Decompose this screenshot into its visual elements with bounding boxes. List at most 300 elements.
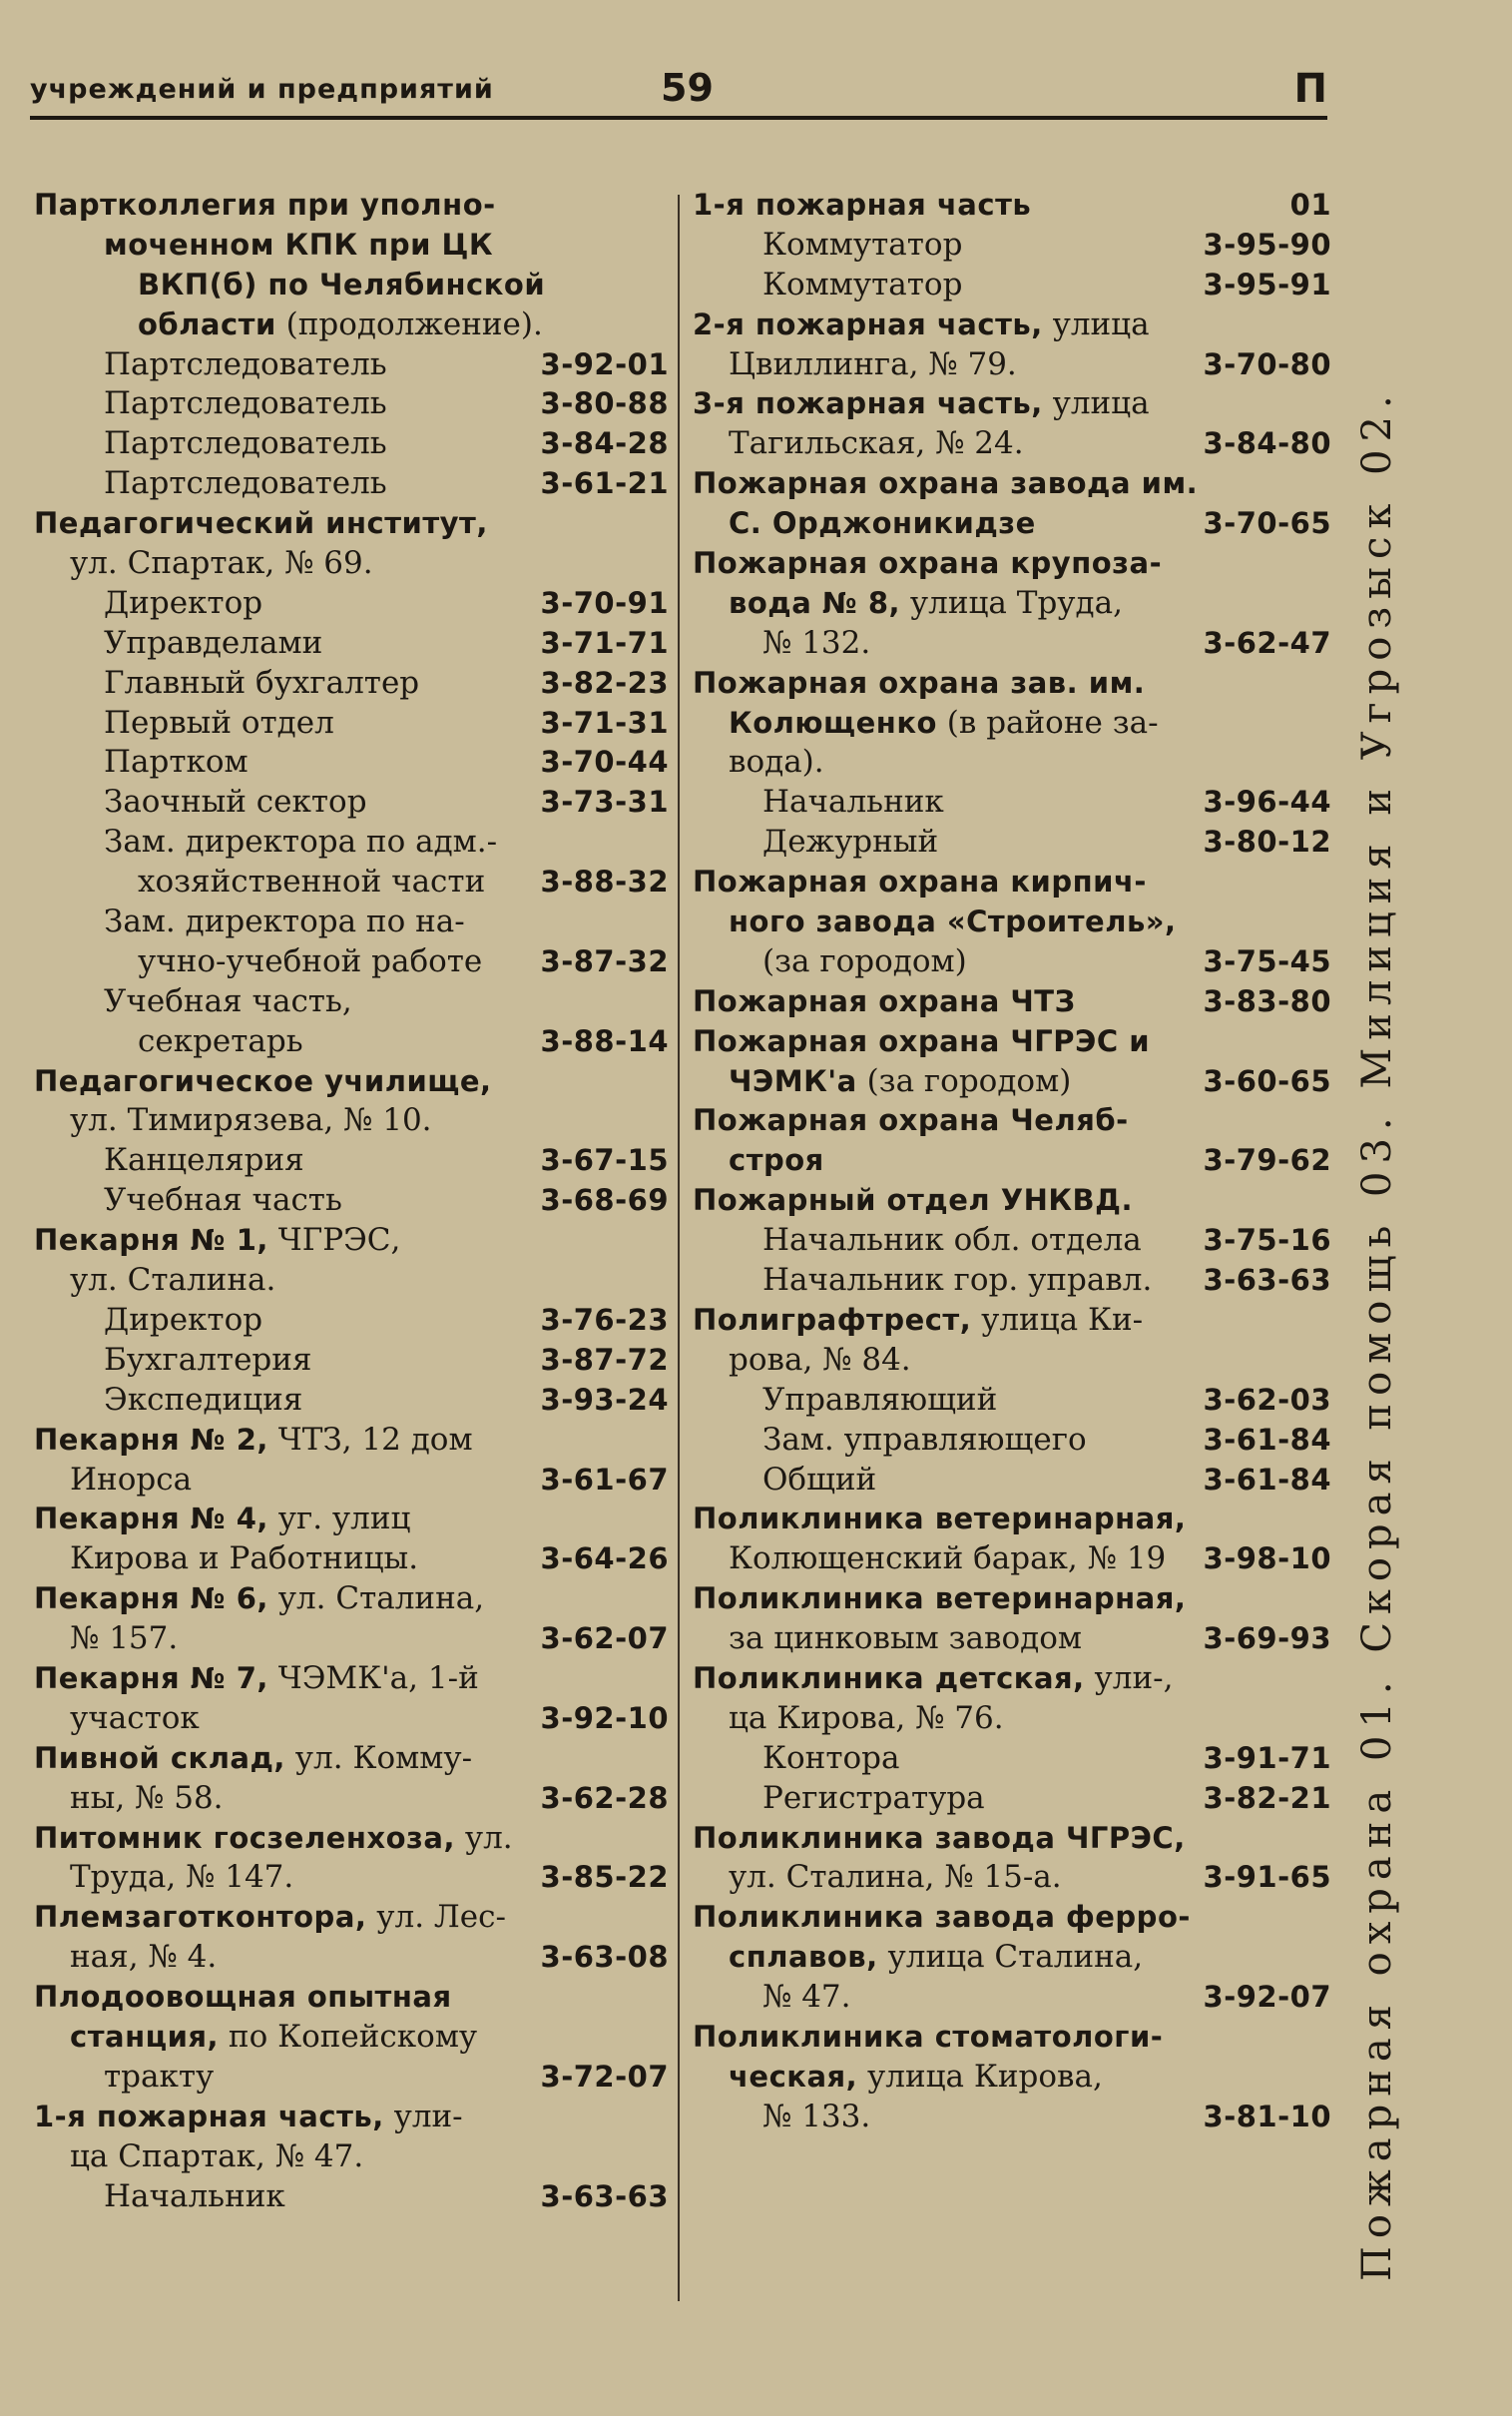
phone-number: 3-98-10 [1203, 1541, 1331, 1576]
entry-detail: Первый отдел [104, 704, 334, 741]
entry-detail: Кирова и Работницы. [70, 1540, 419, 1577]
directory-line [693, 903, 1331, 942]
phone-number: 3-63-63 [540, 2178, 669, 2213]
phone-number: 3-82-23 [540, 665, 669, 700]
directory-line [693, 1858, 1331, 1898]
directory-line [693, 384, 1331, 424]
phone-number: 3-62-03 [1203, 1382, 1331, 1417]
directory-line [34, 1421, 669, 1461]
entry-detail: № 133. [762, 2098, 871, 2134]
entry-text [729, 903, 1177, 942]
phone-number: 3-70-44 [540, 745, 669, 780]
directory-line [34, 903, 669, 942]
directory-line [693, 1181, 1331, 1221]
entry-name: Педагогическое училище, [34, 1063, 492, 1098]
entry-name: 3-я пожарная часть, [693, 386, 1043, 421]
entry-detail: тракту [104, 2058, 215, 2095]
entry-text [70, 2018, 477, 2058]
entry-detail: Учебная часть, [104, 982, 352, 1019]
entry-address: улица [1042, 385, 1150, 422]
phone-number: 3-70-80 [1203, 346, 1331, 381]
entry-name: 1-я пожарная часть, [34, 2099, 384, 2133]
directory-line [34, 584, 669, 624]
entry-text [34, 1062, 492, 1102]
entry-address: улица [1042, 305, 1150, 342]
entry-text [104, 823, 497, 863]
phone-number: 3-62-07 [540, 1621, 669, 1656]
directory-line [34, 1739, 669, 1779]
entry-detail: Контора [762, 1739, 900, 1776]
phone-number: 3-62-28 [540, 1780, 669, 1815]
entry-detail: Партследователь [104, 465, 387, 502]
directory-line [693, 1819, 1331, 1859]
entry-detail: Зам. управляющего [762, 1421, 1087, 1458]
phone-number: 3-68-69 [540, 1183, 669, 1218]
phone-number: 3-80-88 [540, 386, 669, 421]
entry-name: станция, [70, 2019, 220, 2054]
directory-line [34, 704, 669, 744]
entry-text [70, 1938, 217, 1978]
directory-line [34, 1819, 669, 1859]
directory-line [34, 1579, 669, 1619]
phone-number: 3-79-62 [1203, 1143, 1331, 1178]
entry-text [70, 1461, 192, 1501]
entry-text [70, 544, 373, 584]
entry-detail: Начальник [762, 784, 944, 821]
entry-name: Пекарня № 4, [34, 1502, 268, 1536]
entry-text [34, 1500, 410, 1539]
directory-line [693, 823, 1331, 863]
entry-text [693, 305, 1150, 345]
entry-text [104, 1141, 304, 1181]
entry-name: Пекарня № 2, [34, 1422, 268, 1457]
entry-detail: ца Кирова, № 76. [729, 1699, 1004, 1736]
directory-line [34, 1141, 669, 1181]
directory-line [693, 1461, 1331, 1501]
phone-number: 3-95-91 [1203, 267, 1331, 302]
entry-detail: Общий [762, 1461, 877, 1498]
entry-text [729, 345, 1017, 385]
directory-line [693, 2018, 1331, 2058]
entry-text [762, 1461, 876, 1501]
directory-line [34, 863, 669, 903]
directory-line [693, 345, 1331, 385]
directory-line [693, 1898, 1331, 1938]
entry-detail: Коммутатор [762, 266, 963, 302]
phone-number: 3-71-71 [540, 625, 669, 660]
entry-address: ул. [454, 1819, 513, 1856]
directory-line [693, 504, 1331, 544]
phone-number: 3-84-80 [1203, 426, 1331, 461]
directory-line [34, 504, 669, 544]
directory-line [34, 266, 669, 305]
left-column [34, 186, 669, 2216]
entry-detail: Начальник [104, 2177, 285, 2214]
entry-detail: учно-учебной работе [138, 942, 483, 979]
entry-text [104, 345, 387, 385]
directory-line [34, 1381, 669, 1421]
entry-name: Пожарная охрана кирпич- [693, 865, 1147, 900]
phone-number: 01 [1289, 188, 1331, 222]
entry-detail: Колющенский барак, № 19 [729, 1540, 1167, 1577]
entry-address: улица Ки- [971, 1301, 1144, 1338]
directory-line [693, 1739, 1331, 1779]
entry-detail: рова, № 84. [729, 1341, 911, 1378]
entry-text [729, 424, 1024, 464]
directory-line [693, 1539, 1331, 1579]
directory-line [693, 664, 1331, 704]
entry-text [104, 1181, 342, 1221]
directory-line [34, 544, 669, 584]
entry-name: 2-я пожарная часть, [693, 306, 1043, 341]
column-divider [678, 195, 680, 2301]
entry-name: Пожарная охрана ЧТЗ [693, 983, 1076, 1018]
entry-text [693, 1181, 1133, 1221]
directory-line [693, 1699, 1331, 1739]
entry-address: (продолжение). [275, 305, 543, 342]
directory-line [693, 424, 1331, 464]
entry-detail: Инорса [70, 1461, 193, 1498]
entry-text [729, 1938, 1143, 1978]
entry-text [70, 1539, 418, 1579]
entry-text [34, 504, 488, 544]
entry-name: Пекарня № 6, [34, 1581, 268, 1616]
phone-number: 3-76-23 [540, 1302, 669, 1337]
directory-line [34, 2018, 669, 2058]
entry-name: Пожарная охрана крупоза- [693, 546, 1163, 581]
directory-line [693, 1341, 1331, 1381]
index-letter: П [1293, 66, 1327, 112]
directory-line [34, 2098, 669, 2137]
directory-line [34, 743, 669, 783]
entry-text [762, 1739, 899, 1779]
entry-text [762, 1381, 997, 1421]
entry-text [104, 624, 322, 664]
entry-detail: Тагильская, № 24. [729, 425, 1024, 462]
directory-line [34, 624, 669, 664]
entry-text [693, 1659, 1173, 1699]
phone-number: 3-85-22 [540, 1860, 669, 1895]
directory-line [693, 464, 1331, 504]
entry-name: моченном КПК при ЦК [104, 227, 494, 262]
entry-text [104, 226, 493, 266]
entry-text [729, 1699, 1004, 1739]
phone-number: 3-69-93 [1203, 1621, 1331, 1656]
directory-line [34, 384, 669, 424]
phone-number: 3-92-01 [540, 346, 669, 381]
phone-number: 3-64-26 [540, 1541, 669, 1576]
phone-number: 3-82-21 [1203, 1780, 1331, 1815]
entry-text [104, 903, 465, 942]
phone-number: 3-96-44 [1203, 785, 1331, 820]
entry-text [104, 783, 367, 823]
entry-text [104, 584, 262, 624]
phone-number: 3-92-10 [540, 1700, 669, 1735]
entry-text [693, 1579, 1186, 1619]
directory-line [693, 942, 1331, 982]
entry-name: ческая, [729, 2059, 858, 2094]
phone-number: 3-70-65 [1203, 506, 1331, 541]
entry-name: Поликлиника стоматологи- [693, 2019, 1164, 2054]
entry-text [34, 2098, 463, 2137]
entry-text [693, 1898, 1191, 1938]
directory-line [693, 1141, 1331, 1181]
entry-detail: Зам. директора по адм.- [104, 824, 498, 861]
entry-detail: ул. Сталина. [70, 1262, 276, 1299]
directory-line [693, 1938, 1331, 1978]
entry-detail: Партследователь [104, 425, 387, 462]
entry-text [762, 2098, 870, 2137]
entry-text [693, 384, 1150, 424]
directory-line [34, 2137, 669, 2177]
entry-text [729, 1141, 824, 1181]
entry-text [70, 1261, 275, 1301]
entry-name: Партколлегия при уполно- [34, 188, 496, 222]
page-number: 59 [661, 66, 714, 110]
entry-text [693, 1819, 1186, 1859]
entry-detail: ул. Тимирязева, № 10. [70, 1102, 432, 1139]
phone-number: 3-70-91 [540, 585, 669, 620]
directory-line [693, 266, 1331, 305]
directory-line [34, 1858, 669, 1898]
directory-line [693, 226, 1331, 266]
entry-text [138, 863, 485, 903]
entry-text [729, 504, 1036, 544]
directory-line [34, 1978, 669, 2018]
directory-line [693, 1022, 1331, 1062]
entry-name: ВКП(б) по Челябинской [138, 267, 546, 302]
entry-name: Поликлиника завода ЧГРЭС, [693, 1820, 1186, 1855]
entry-text [729, 1858, 1062, 1898]
entry-name: Пекарня № 1, [34, 1223, 268, 1258]
directory-line [693, 783, 1331, 823]
entry-detail: Партследователь [104, 385, 387, 422]
entry-text [70, 1858, 293, 1898]
entry-text [762, 783, 944, 823]
directory-line [34, 1659, 669, 1699]
entry-detail: Директор [104, 584, 263, 621]
directory-line [693, 743, 1331, 783]
entry-name: Поликлиника ветеринарная, [693, 1502, 1187, 1536]
entry-text [762, 1779, 985, 1819]
right-column [693, 186, 1331, 2137]
phone-number: 3-84-28 [540, 426, 669, 461]
entry-text [762, 226, 962, 266]
entry-text [34, 1221, 400, 1261]
phone-number: 3-61-21 [540, 466, 669, 501]
phone-number: 3-61-67 [540, 1462, 669, 1497]
phone-number: 3-83-80 [1203, 983, 1331, 1018]
entry-text [729, 1341, 911, 1381]
entry-detail: ул. Сталина, № 15-а. [729, 1859, 1062, 1896]
entry-detail: Дежурный [762, 824, 939, 861]
entry-address: ули- [383, 2098, 463, 2134]
directory-line [34, 783, 669, 823]
entry-text [693, 982, 1076, 1022]
directory-line [693, 1221, 1331, 1261]
phone-number: 3-63-08 [540, 1940, 669, 1975]
phone-number: 3-62-47 [1203, 625, 1331, 660]
phone-number: 3-80-12 [1203, 825, 1331, 860]
entry-text [34, 1659, 479, 1699]
entry-detail: Управляющий [762, 1381, 998, 1418]
entry-text [34, 1421, 473, 1461]
directory-line [34, 424, 669, 464]
entry-text [34, 1579, 484, 1619]
entry-detail: (за городом) [762, 942, 967, 979]
entry-text [762, 1261, 1152, 1301]
entry-name: Полиграфтрест, [693, 1302, 972, 1337]
entry-name: Пожарная охрана завода им. [693, 466, 1199, 501]
directory-line [693, 982, 1331, 1022]
entry-address: ЧТЗ, 12 дом [267, 1421, 473, 1458]
directory-line [693, 1381, 1331, 1421]
entry-text [104, 2177, 285, 2217]
phone-number: 3-75-16 [1203, 1223, 1331, 1258]
directory-line [693, 305, 1331, 345]
directory-line [34, 1779, 669, 1819]
directory-line [34, 1181, 669, 1221]
phone-number: 3-91-65 [1203, 1860, 1331, 1895]
entry-name: Питомник госзеленхоза, [34, 1820, 455, 1855]
entry-detail: Бухгалтерия [104, 1341, 312, 1378]
entry-detail: Цвиллинга, № 79. [729, 345, 1017, 382]
entry-detail: Канцелярия [104, 1142, 304, 1179]
directory-line [34, 1500, 669, 1539]
entry-text [693, 664, 1145, 704]
entry-detail: Начальник обл. отдела [762, 1222, 1142, 1259]
entry-detail: Заочный сектор [104, 784, 367, 821]
entry-text [104, 1381, 302, 1421]
directory-line [34, 1898, 669, 1938]
entry-text [762, 942, 967, 982]
entry-text [729, 704, 1159, 744]
phone-number: 3-61-84 [1203, 1462, 1331, 1497]
entry-detail: Экспедиция [104, 1381, 303, 1418]
directory-line [693, 863, 1331, 903]
entry-text [762, 1978, 851, 2018]
directory-line [34, 2058, 669, 2098]
directory-line [693, 1500, 1331, 1539]
directory-line [693, 1301, 1331, 1341]
entry-name: Поликлиника детская, [693, 1660, 1085, 1695]
entry-detail: Главный бухгалтер [104, 664, 420, 701]
entry-name: 1-я пожарная часть [693, 188, 1032, 222]
entry-address: ЧЭМК'а, 1-й [267, 1659, 479, 1696]
entry-address: ули-, [1084, 1659, 1174, 1696]
header-section-title: учреждений и предприятий [30, 74, 494, 105]
entry-text [693, 464, 1198, 504]
phone-number: 3-81-10 [1203, 2099, 1331, 2133]
entry-text [104, 464, 387, 504]
entry-detail: № 157. [70, 1620, 179, 1657]
entry-address: (в районе за- [936, 704, 1159, 741]
entry-detail: Партследователь [104, 345, 387, 382]
directory-line [34, 664, 669, 704]
directory-line [34, 1221, 669, 1261]
entry-name: Пожарная охрана Челяб- [693, 1103, 1129, 1138]
entry-detail: ца Спартак, № 47. [70, 2137, 364, 2174]
entry-text [70, 1699, 200, 1739]
entry-text [762, 823, 938, 863]
entry-text [693, 1101, 1129, 1141]
directory-line [34, 1261, 669, 1301]
entry-text [34, 186, 496, 226]
directory-line [693, 1062, 1331, 1102]
entry-name: Плодоовощная опытная [34, 1980, 452, 2015]
entry-text [693, 1500, 1186, 1539]
entry-detail: за цинковым заводом [729, 1620, 1083, 1657]
phone-number: 3-93-24 [540, 1382, 669, 1417]
entry-address: ЧГРЭС, [267, 1222, 401, 1259]
phone-number: 3-73-31 [540, 785, 669, 820]
directory-line [693, 2058, 1331, 2098]
entry-address: ул. Лес- [366, 1899, 506, 1936]
entry-name: Пожарный отдел УНКВД. [693, 1183, 1133, 1218]
phone-number: 3-61-84 [1203, 1422, 1331, 1457]
entry-text [729, 1539, 1166, 1579]
directory-line [34, 1022, 669, 1062]
directory-line [693, 1421, 1331, 1461]
entry-text [138, 305, 543, 345]
entry-text [762, 1421, 1087, 1461]
directory-line [34, 1301, 669, 1341]
entry-detail: Регистратура [762, 1779, 985, 1816]
entry-text [729, 1619, 1082, 1659]
entry-text [104, 384, 387, 424]
entry-address: улица Труда, [900, 584, 1123, 621]
directory-line [34, 823, 669, 863]
directory-line [693, 1978, 1331, 2018]
entry-text [34, 1978, 452, 2018]
directory-line [693, 1659, 1331, 1699]
entry-address: ул. Комму- [284, 1739, 473, 1776]
phone-number: 3-75-45 [1203, 943, 1331, 978]
entry-text [34, 1739, 472, 1779]
entry-name: С. Орджоникидзе [729, 506, 1036, 541]
entry-text [762, 624, 870, 664]
entry-text [762, 1221, 1142, 1261]
directory-line [34, 186, 669, 226]
phone-number: 3-95-90 [1203, 227, 1331, 262]
entry-text [729, 743, 824, 783]
page-header [30, 66, 1327, 120]
entry-detail: вода). [729, 744, 824, 781]
directory-line [34, 226, 669, 266]
directory-line [693, 584, 1331, 624]
phone-number: 3-71-31 [540, 705, 669, 740]
phone-number: 3-88-32 [540, 865, 669, 900]
entry-name: ЧЭМК'а [729, 1063, 857, 1098]
directory-line [693, 624, 1331, 664]
entry-text [693, 186, 1031, 226]
entry-detail: Управделами [104, 624, 323, 661]
directory-line [34, 345, 669, 385]
entry-detail: участок [70, 1699, 200, 1736]
directory-line [34, 305, 669, 345]
directory-line [34, 982, 669, 1022]
entry-text [70, 2137, 363, 2177]
directory-line [34, 1938, 669, 1978]
directory-line [693, 1779, 1331, 1819]
directory-line [693, 1101, 1331, 1141]
entry-name: Пекарня № 7, [34, 1660, 268, 1695]
entry-detail: Директор [104, 1301, 263, 1338]
entry-name: Педагогический институт, [34, 506, 488, 541]
entry-name: Поликлиника ветеринарная, [693, 1581, 1187, 1616]
entry-name: области [138, 306, 276, 341]
phone-number: 3-72-07 [540, 2059, 669, 2094]
